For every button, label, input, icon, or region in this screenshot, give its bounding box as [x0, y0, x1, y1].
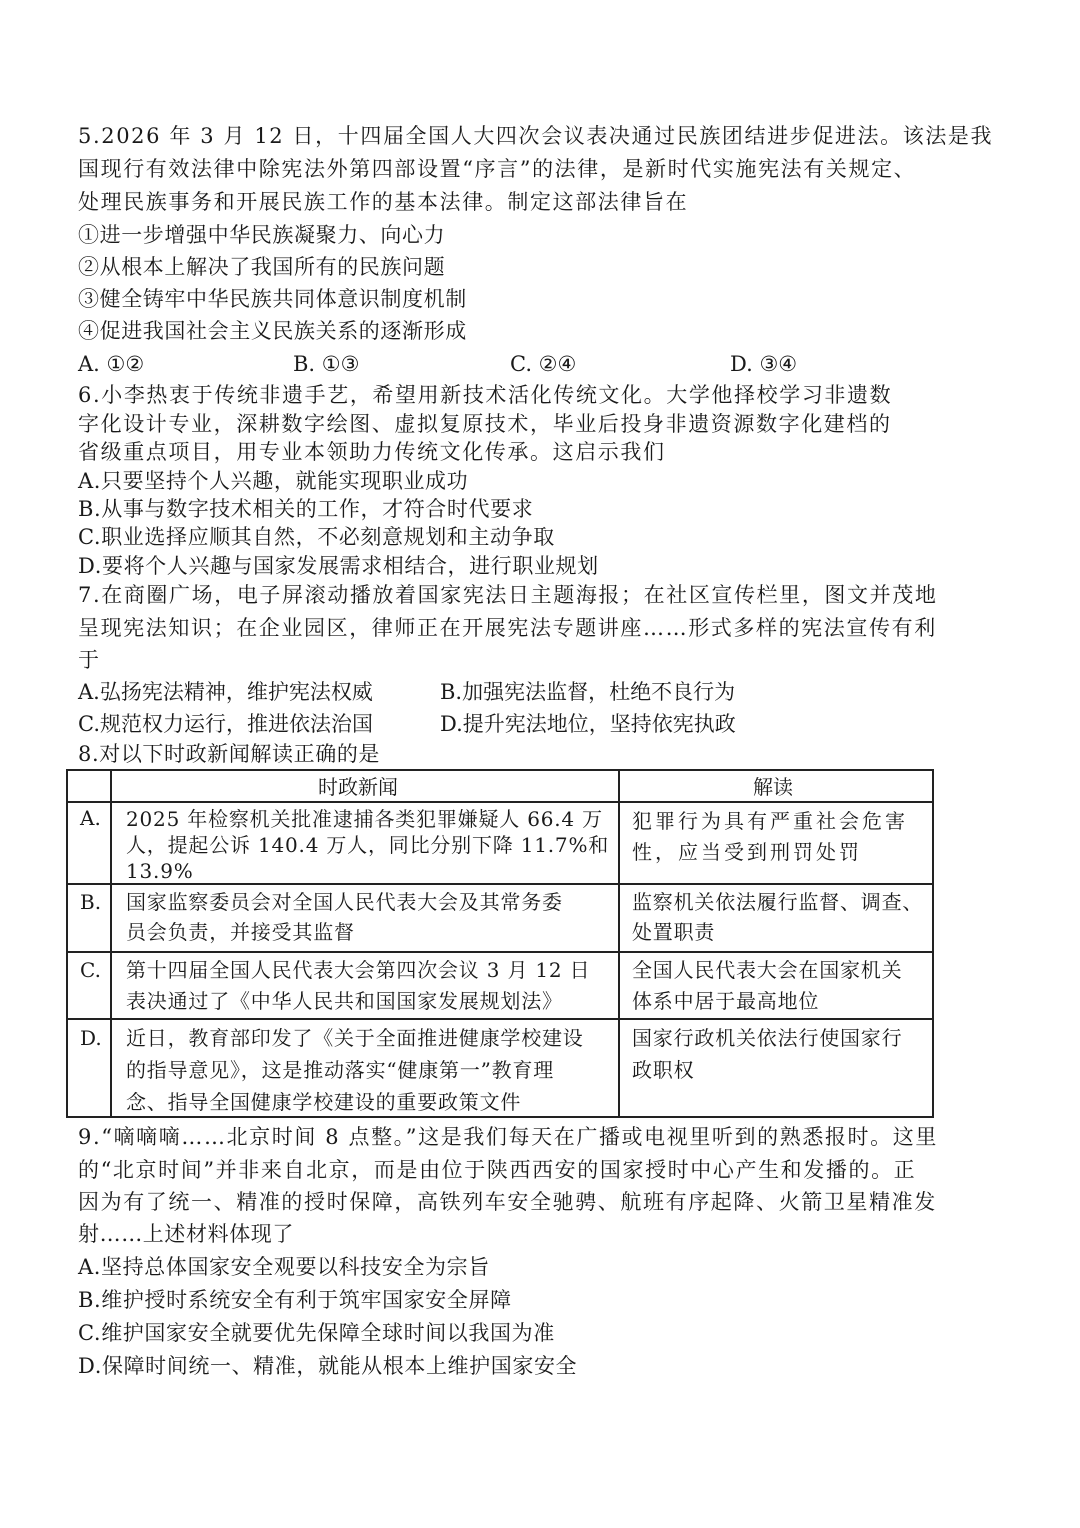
reading-text: 监察机关依法履行监督、调查、 [632, 890, 924, 914]
q6-option-c[interactable]: C.职业选择应顺其自然，不必刻意规划和主动争取 [78, 525, 555, 549]
q7-option-c[interactable]: C.规范权力运行，推进依法治国 [78, 712, 373, 736]
q6-option-a[interactable]: A.只要坚持个人兴趣，就能实现职业成功 [78, 469, 469, 493]
reading-text: 犯罪行为具有严重社会危害 [632, 809, 908, 833]
reading-text: 性，应当受到刑罚处罚 [632, 840, 862, 864]
news-text: 员会负责，并接受其监督 [126, 920, 355, 944]
reading-text: 全国人民代表大会在国家机关 [632, 958, 903, 982]
table-divider [110, 771, 112, 1116]
row-letter: C. [80, 958, 101, 982]
table-divider [618, 771, 620, 1116]
q7-option-a[interactable]: A.弘扬宪法精神，维护宪法权威 [78, 680, 373, 704]
q7-stem-line-2: 呈现宪法知识；在企业园区，律师正在开展宪法专题讲座……形式多样的宪法宣传有利 [78, 616, 937, 640]
q7-option-b[interactable]: B.加强宪法监督，杜绝不良行为 [440, 680, 736, 704]
q5-item-4: ④促进我国社会主义民族关系的逐渐形成 [78, 319, 467, 343]
q5-option-d[interactable]: D. ③④ [730, 352, 798, 376]
q6-stem-line-3: 省级重点项目，用专业本领助力传统文化传承。这启示我们 [78, 440, 666, 464]
news-table [66, 769, 934, 1118]
q5-option-c[interactable]: C. ②④ [510, 352, 577, 376]
q5-stem-line-2: 国现行有效法律中除宪法外第四部设置“序言”的法律，是新时代实施宪法有关规定、 [78, 157, 917, 181]
news-text: 念、指导全国健康学校建设的重要政策文件 [126, 1090, 522, 1114]
q9-option-d[interactable]: D.保障时间统一、精准，就能从根本上维护国家安全 [78, 1354, 578, 1378]
q5-item-2: ②从根本上解决了我国所有的民族问题 [78, 255, 446, 279]
table-header-news: 时政新闻 [318, 775, 398, 799]
q9-option-c[interactable]: C.维护国家安全就要优先保障全球时间以我国为准 [78, 1321, 555, 1345]
table-divider [68, 1018, 932, 1020]
q5-option-b[interactable]: B. ①③ [293, 352, 360, 376]
news-text: 第十四届全国人民代表大会第四次会议 3 月 12 日 [126, 958, 591, 982]
row-letter: B. [80, 890, 102, 914]
table-header-reading: 解读 [753, 775, 793, 799]
q6-option-b[interactable]: B.从事与数字技术相关的工作，才符合时代要求 [78, 497, 534, 521]
q9-stem-line-2: 的“北京时间”并非来自北京，而是由位于陕西西安的国家授时中心产生和发播的。正 [78, 1158, 917, 1182]
q9-stem-line-1: 9.“嘀嘀嘀……北京时间 8 点整。”这是我们每天在广播或电视里听到的熟悉报时。这里 [78, 1125, 938, 1149]
q6-stem-line-1: 6.小李热衷于传统非遗手艺，希望用新技术活化传统文化。大学他择校学习非遗数 [78, 383, 893, 407]
news-text: 近日，教育部印发了《关于全面推进健康学校建设 [126, 1026, 584, 1050]
row-letter: D. [80, 1026, 102, 1050]
q7-stem-line-1: 7.在商圈广场，电子屏滚动播放着国家宪法日主题海报；在社区宣传栏里，图文并茂地 [78, 583, 938, 607]
reading-text: 政职权 [632, 1058, 695, 1082]
news-text: 表决通过了《中华人民共和国国家发展规划法》 [126, 989, 563, 1013]
q8-stem: 8.对以下时政新闻解读正确的是 [78, 742, 381, 766]
q5-option-a[interactable]: A. ①② [78, 352, 145, 376]
news-text: 国家监察委员会对全国人民代表大会及其常务委 [126, 890, 563, 914]
news-text: 的指导意见》，这是推动落实“健康第一”教育理 [126, 1058, 555, 1082]
news-text: 人，提起公诉 140.4 万人，同比分别下降 11.7%和 [126, 833, 610, 857]
q9-stem-line-4: 射……上述材料体现了 [78, 1222, 294, 1246]
news-text: 2025 年检察机关批准逮捕各类犯罪嫌疑人 66.4 万 [126, 807, 603, 831]
q7-option-d[interactable]: D.提升宪法地位，坚持依宪执政 [440, 712, 736, 736]
q7-stem-line-3: 于 [78, 648, 100, 672]
q9-option-a[interactable]: A.坚持总体国家安全观要以科技安全为宗旨 [78, 1255, 490, 1279]
row-letter: A. [80, 806, 101, 830]
q9-option-b[interactable]: B.维护授时系统安全有利于筑牢国家安全屏障 [78, 1288, 512, 1312]
q5-item-3: ③健全铸牢中华民族共同体意识制度机制 [78, 287, 467, 311]
q9-stem-line-3: 因为有了统一、精准的授时保障，高铁列车安全驰骋、航班有序起降、火箭卫星精准发 [78, 1190, 937, 1214]
reading-text: 处置职责 [632, 920, 716, 944]
q5-stem-line-3: 处理民族事务和开展民族工作的基本法律。制定这部法律旨在 [78, 190, 689, 214]
table-divider [68, 801, 932, 803]
q5-item-1: ①进一步增强中华民族凝聚力、向心力 [78, 223, 446, 247]
q6-option-d[interactable]: D.要将个人兴趣与国家发展需求相结合，进行职业规划 [78, 554, 599, 578]
reading-text: 国家行政机关依法行使国家行 [632, 1026, 903, 1050]
q6-stem-line-2: 字化设计专业，深耕数字绘图、虚拟复原技术，毕业后投身非遗资源数字化建档的 [78, 412, 892, 436]
q5-stem-line-1: 5.2026 年 3 月 12 日，十四届全国人大四次会议表决通过民族团结进步促进法。该法是我 [78, 124, 994, 148]
news-text: 13.9% [126, 859, 194, 883]
table-divider [68, 883, 932, 885]
table-divider [68, 951, 932, 953]
reading-text: 体系中居于最高地位 [632, 989, 820, 1013]
